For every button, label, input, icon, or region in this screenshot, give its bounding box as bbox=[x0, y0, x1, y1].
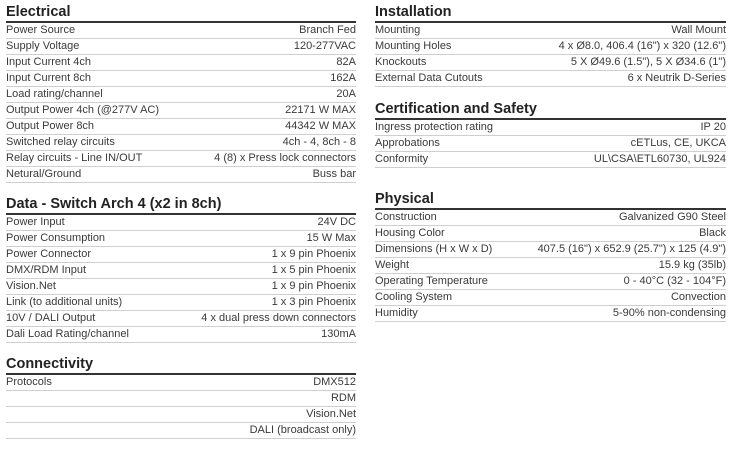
spec-table bbox=[375, 21, 726, 87]
spec-label: Vision.Net bbox=[6, 280, 56, 292]
spec-label: Knockouts bbox=[375, 56, 427, 68]
spec-label: Conformity bbox=[375, 153, 429, 165]
spec-label: Approbations bbox=[375, 137, 440, 149]
spec-label: Power Source bbox=[6, 24, 76, 36]
spec-value: Vision.Net bbox=[306, 408, 356, 420]
spec-row bbox=[375, 258, 726, 274]
spec-value: IP 20 bbox=[700, 121, 726, 133]
spec-table bbox=[6, 21, 356, 183]
spec-value: 4ch - 4, 8ch - 8 bbox=[282, 136, 356, 148]
spec-row bbox=[6, 375, 356, 391]
spec-row bbox=[6, 135, 356, 151]
spec-row bbox=[375, 274, 726, 290]
spec-value: 0 - 40°C (32 - 104°F) bbox=[623, 275, 726, 287]
spec-table bbox=[6, 373, 356, 439]
spec-row bbox=[375, 210, 726, 226]
section-title: Electrical bbox=[6, 4, 71, 20]
section-electrical bbox=[6, 3, 356, 183]
spec-value: 4 x Ø8.0, 406.4 (16") x 320 (12.6") bbox=[558, 40, 726, 52]
spec-value: 15.9 kg (35lb) bbox=[658, 259, 726, 271]
spec-table bbox=[375, 208, 726, 322]
spec-label: Power Consumption bbox=[6, 232, 106, 244]
spec-label: External Data Cutouts bbox=[375, 72, 483, 84]
spec-value: RDM bbox=[330, 392, 356, 404]
spec-label: Construction bbox=[375, 211, 437, 223]
spec-row bbox=[375, 306, 726, 322]
spec-value: UL\CSA\ETL60730, UL924 bbox=[593, 153, 726, 165]
spec-row bbox=[6, 311, 356, 327]
spec-row bbox=[375, 242, 726, 258]
spec-label: Mounting bbox=[375, 24, 421, 36]
spec-label: Supply Voltage bbox=[6, 40, 80, 52]
spec-row bbox=[375, 226, 726, 242]
spec-value: DALI (broadcast only) bbox=[249, 424, 356, 436]
section-title: Installation bbox=[375, 4, 452, 20]
spec-value: 6 x Neutrik D-Series bbox=[627, 72, 726, 84]
spec-value: Buss bar bbox=[312, 168, 356, 180]
spec-label: Link (to additional units) bbox=[6, 296, 123, 308]
spec-label: Output Power 8ch bbox=[6, 120, 95, 132]
spec-label: Mounting Holes bbox=[375, 40, 452, 52]
spec-table bbox=[375, 118, 726, 168]
spec-value: Black bbox=[699, 227, 726, 239]
spec-value: Branch Fed bbox=[299, 24, 356, 36]
spec-label: Humidity bbox=[375, 307, 418, 319]
spec-label: Housing Color bbox=[375, 227, 445, 239]
spec-label: Weight bbox=[375, 259, 410, 271]
spec-table bbox=[6, 213, 356, 343]
spec-label: Output Power 4ch (@277V AC) bbox=[6, 104, 160, 116]
spec-label: Operating Temperature bbox=[375, 275, 488, 287]
spec-value: 1 x 9 pin Phoenix bbox=[271, 280, 356, 292]
spec-value: 4 (8) x Press lock connectors bbox=[214, 152, 356, 164]
spec-label: Dali Load Rating/channel bbox=[6, 328, 129, 340]
spec-value: Convection bbox=[670, 291, 726, 303]
spec-value: 15 W Max bbox=[306, 232, 356, 244]
spec-label: Protocols bbox=[6, 376, 52, 388]
spec-row bbox=[6, 23, 356, 39]
left-column bbox=[6, 3, 356, 439]
spec-row bbox=[375, 290, 726, 306]
section-data bbox=[6, 195, 356, 343]
spec-row bbox=[6, 423, 356, 439]
spec-value: DMX512 bbox=[313, 376, 356, 388]
spec-label: Netural/Ground bbox=[6, 168, 82, 180]
spec-label: Relay circuits - Line IN/OUT bbox=[6, 152, 143, 164]
spec-row bbox=[6, 215, 356, 231]
spec-row bbox=[6, 71, 356, 87]
spec-value: 5-90% non-condensing bbox=[612, 307, 726, 319]
section-title: Physical bbox=[375, 191, 434, 207]
spec-row bbox=[6, 231, 356, 247]
section-installation bbox=[375, 3, 726, 87]
spec-label: Load rating/channel bbox=[6, 88, 103, 100]
spec-value: 44342 W MAX bbox=[285, 120, 356, 132]
spec-label: Cooling System bbox=[375, 291, 453, 303]
spec-row bbox=[375, 152, 726, 168]
spec-value: 4 x dual press down connectors bbox=[201, 312, 356, 324]
spec-value: 5 X Ø49.6 (1.5"), 5 X Ø34.6 (1") bbox=[570, 56, 726, 68]
spec-row bbox=[6, 279, 356, 295]
spec-label: Switched relay circuits bbox=[6, 136, 115, 148]
spec-value: 120-277VAC bbox=[293, 40, 356, 52]
spec-row bbox=[375, 55, 726, 71]
spec-label: Dimensions (H x W x D) bbox=[375, 243, 493, 255]
spec-value: Wall Mount bbox=[671, 24, 726, 36]
spec-label: Input Current 8ch bbox=[6, 72, 91, 84]
spec-row bbox=[375, 136, 726, 152]
spec-value: Galvanized G90 Steel bbox=[618, 211, 726, 223]
spec-label: DMX/RDM Input bbox=[6, 264, 87, 276]
section-connectivity bbox=[6, 355, 356, 439]
spec-value: 1 x 5 pin Phoenix bbox=[271, 264, 356, 276]
spec-value: 82A bbox=[336, 56, 356, 68]
right-column bbox=[375, 3, 726, 322]
section-title: Certification and Safety bbox=[375, 101, 537, 117]
spec-row bbox=[375, 120, 726, 136]
spec-row bbox=[6, 263, 356, 279]
spec-row bbox=[375, 71, 726, 87]
spec-label: Ingress protection rating bbox=[375, 121, 494, 133]
spec-row bbox=[6, 151, 356, 167]
spec-row bbox=[6, 327, 356, 343]
spec-row bbox=[6, 407, 356, 423]
spec-label: Power Connector bbox=[6, 248, 91, 260]
spec-label: Power Input bbox=[6, 216, 65, 228]
spec-row bbox=[6, 295, 356, 311]
spec-value: 24V DC bbox=[317, 216, 356, 228]
spec-row bbox=[6, 87, 356, 103]
spec-value: 162A bbox=[330, 72, 356, 84]
spec-row bbox=[6, 55, 356, 71]
section-title: Connectivity bbox=[6, 356, 94, 372]
spec-value: 20A bbox=[336, 88, 356, 100]
spec-row bbox=[6, 39, 356, 55]
spec-row bbox=[375, 23, 726, 39]
spec-label: Input Current 4ch bbox=[6, 56, 91, 68]
spec-row bbox=[375, 39, 726, 55]
spec-value: 1 x 9 pin Phoenix bbox=[271, 248, 356, 260]
section-certification bbox=[375, 100, 726, 168]
spec-row bbox=[6, 247, 356, 263]
spec-row bbox=[6, 167, 356, 183]
spec-row bbox=[6, 391, 356, 407]
spec-value: 1 x 3 pin Phoenix bbox=[271, 296, 356, 308]
spec-row bbox=[6, 103, 356, 119]
spec-label: 10V / DALI Output bbox=[6, 312, 96, 324]
spec-row bbox=[6, 119, 356, 135]
spec-value: cETLus, CE, UKCA bbox=[630, 137, 726, 149]
spec-value: 407.5 (16") x 652.9 (25.7") x 125 (4.9") bbox=[537, 243, 726, 255]
section-physical bbox=[375, 190, 726, 322]
section-title: Data - Switch Arch 4 (x2 in 8ch) bbox=[6, 196, 222, 212]
spec-value: 22171 W MAX bbox=[285, 104, 356, 116]
spec-value: 130mA bbox=[321, 328, 356, 340]
